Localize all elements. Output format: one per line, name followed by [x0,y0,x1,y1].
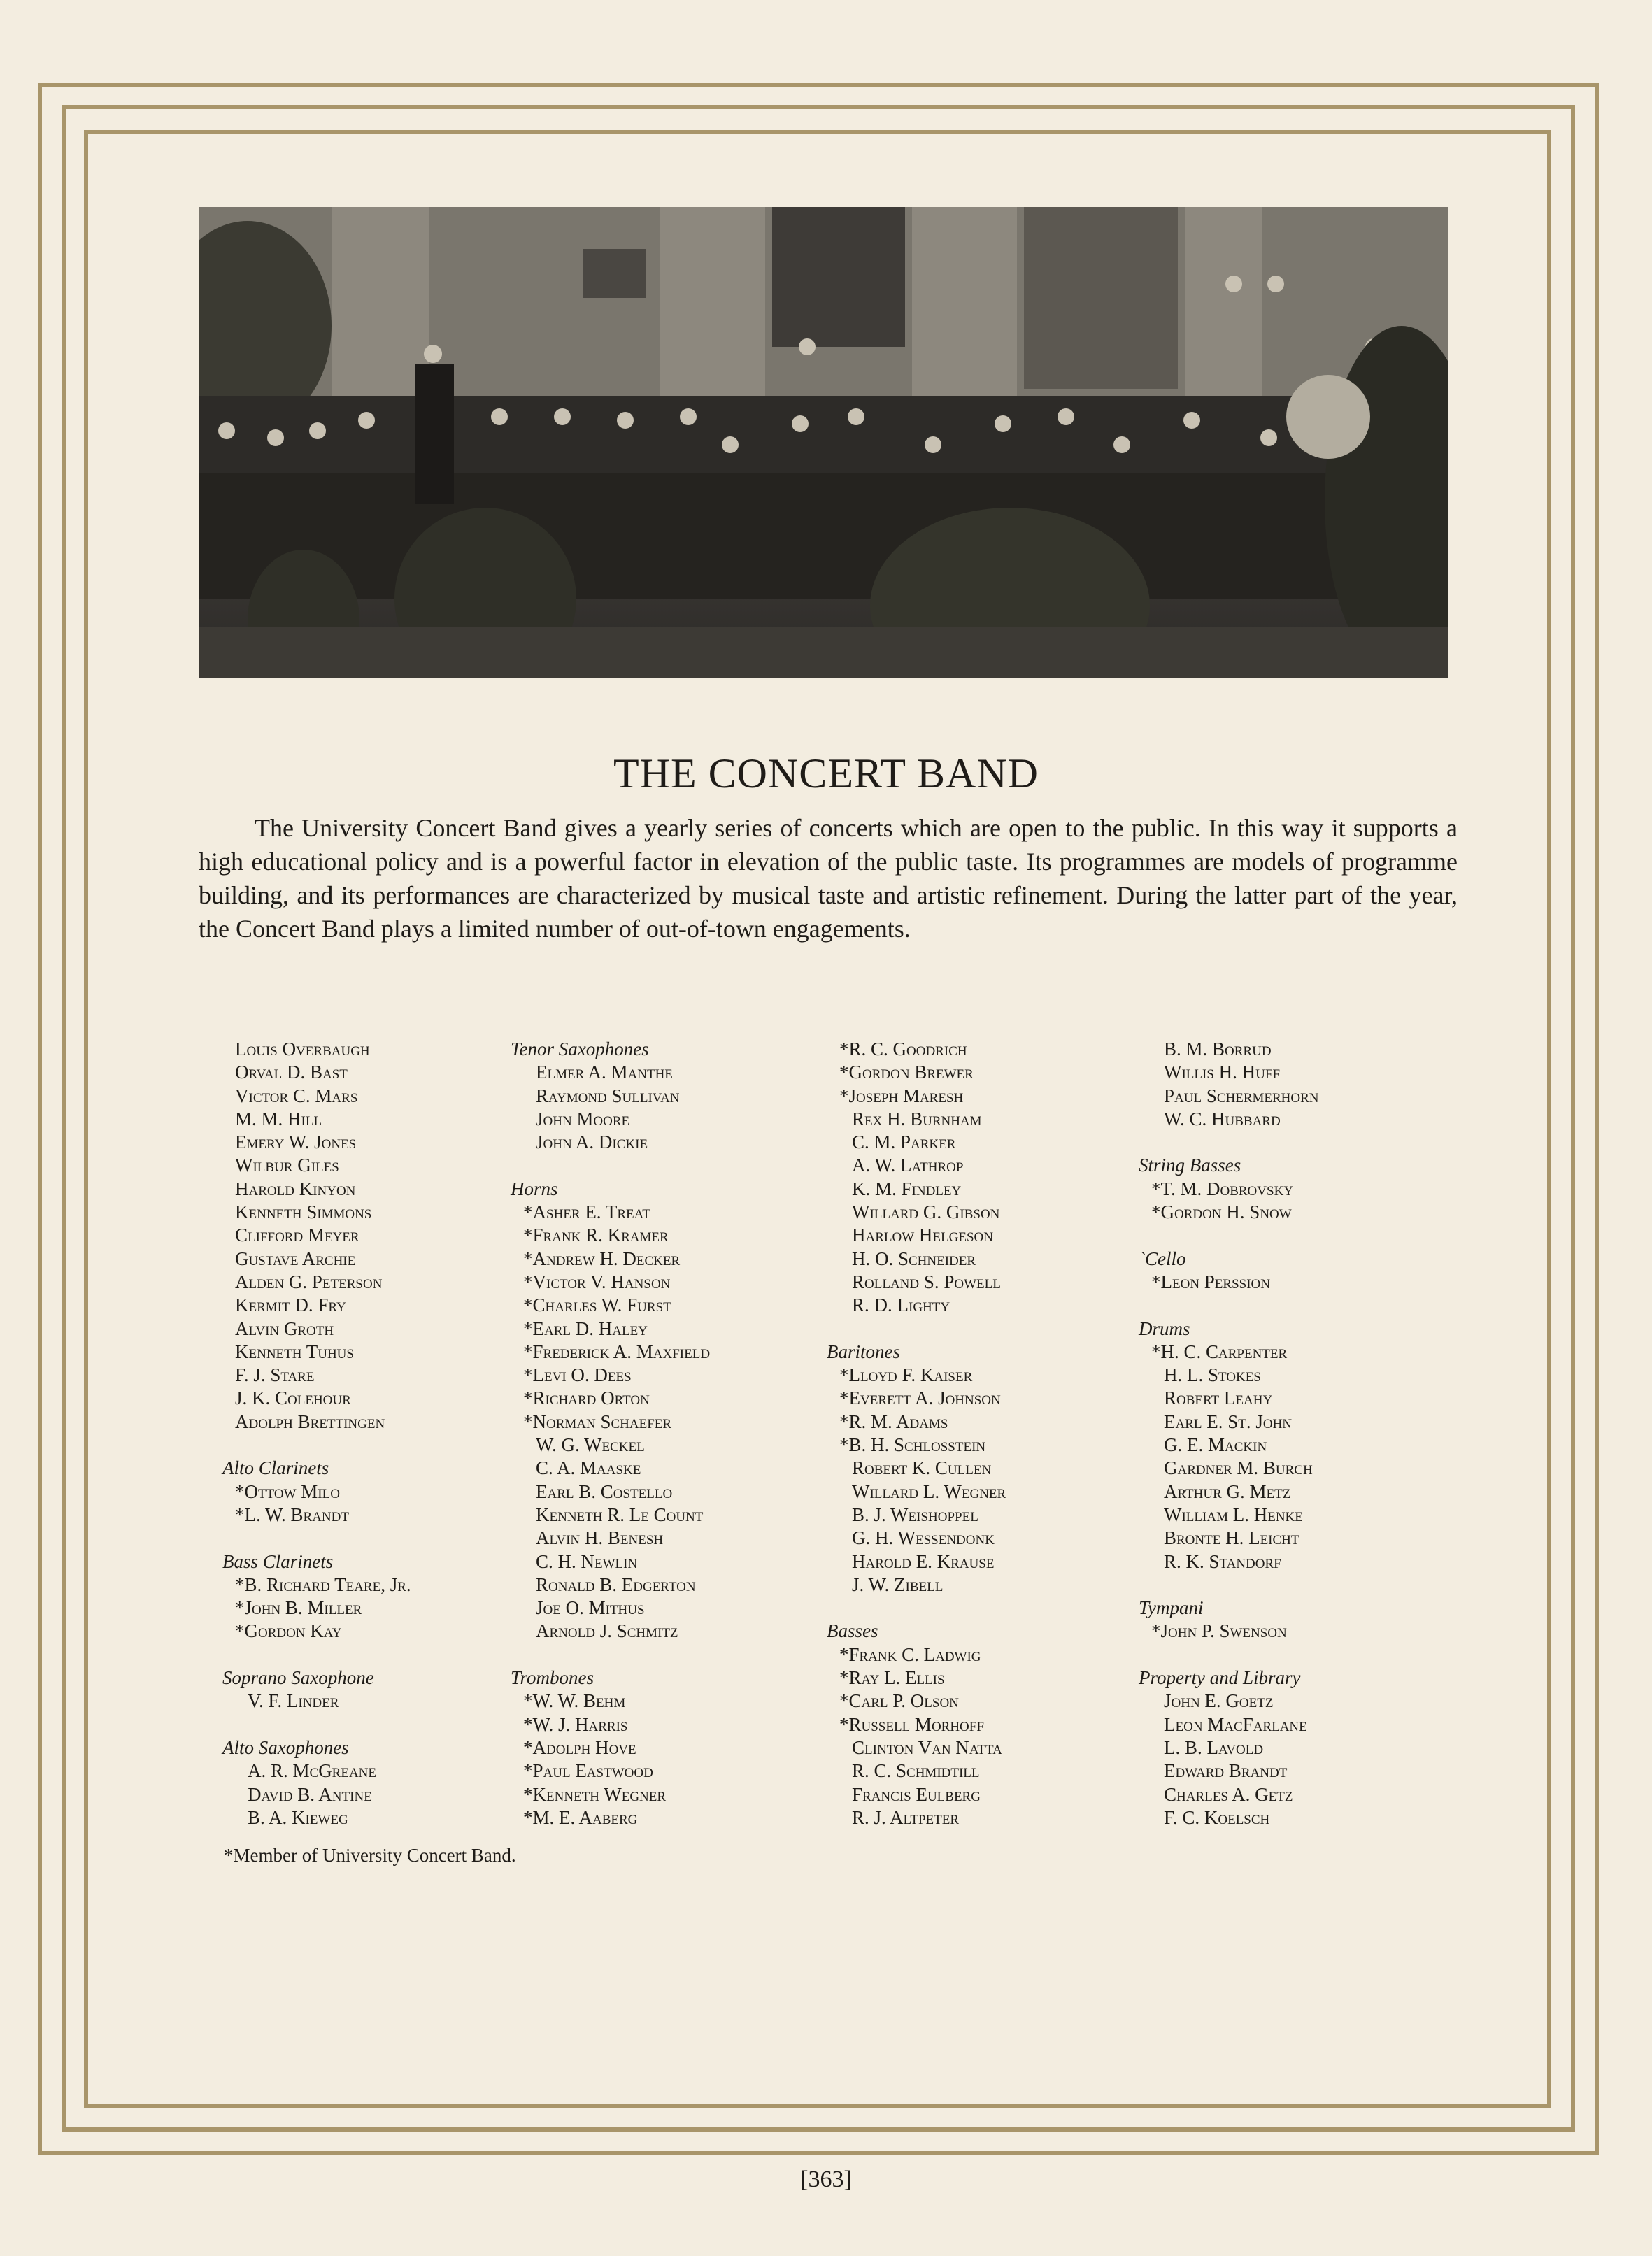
roster-column-1 [222,1038,411,1829]
spacer [511,1154,710,1177]
member-name: David B. Antine [248,1783,372,1805]
intro-paragraph: The University Concert Band gives a yearly series of concerts which are open to the public. In this way it supports a high educational policy and is a powerful factor in elevation of the public taste. Its programmes are models of programme building, and its performances are characterized by musical taste and artistic refinement. During the latter part of the year, the Concert Band plays a limited number of out-of-town engagements. [199,814,1458,943]
member-name: John Moore [536,1108,630,1129]
section-heading: Alto Clarinets [222,1457,329,1479]
section-heading: Tympani [1139,1597,1204,1619]
member-name: *Ottow Milo [235,1480,340,1502]
member-name: *Carl P. Olson [839,1690,959,1712]
member-name: W. C. Hubbard [1164,1108,1281,1129]
member-name: *B. H. Schlosstein [839,1434,986,1456]
member-name: Paul Schermerhorn [1164,1085,1319,1106]
member-name: *Paul Eastwood [523,1760,653,1782]
spacer [1139,1573,1319,1597]
member-name: Ronald B. Edgerton [536,1573,696,1595]
member-name: Edward Brandt [1164,1760,1288,1782]
spacer [222,1527,411,1550]
roster-column-2 [511,1038,710,1829]
member-name: *Charles W. Furst [523,1294,671,1316]
member-name: B. J. Weishoppel [852,1504,978,1525]
spacer [1139,1224,1319,1247]
member-name: *T. M. Dobrovsky [1151,1178,1294,1199]
member-name: Alden G. Peterson [235,1271,383,1292]
member-name: *M. E. Aaberg [523,1806,638,1828]
member-name: Arnold J. Schmitz [536,1620,678,1642]
member-name: Earl B. Costello [536,1480,673,1502]
member-name: *Frank C. Ladwig [839,1643,981,1665]
member-name: A. W. Lathrop [852,1155,964,1176]
member-name: Orval D. Bast [235,1062,348,1083]
section-heading: Drums [1139,1318,1190,1339]
member-name: Kenneth R. Le Count [536,1504,704,1525]
member-name: *Andrew H. Decker [523,1248,681,1269]
page-number: [363] [800,2166,852,2192]
member-name: Alvin H. Benesh [536,1527,664,1549]
spacer [1139,1294,1319,1317]
member-name: B. A. Kieweg [248,1806,348,1828]
section-heading: Property and Library [1139,1667,1301,1689]
member-name: Willis H. Huff [1164,1062,1281,1083]
member-name: *Asher E. Treat [523,1201,650,1223]
member-name: *Everett A. Johnson [839,1387,1001,1409]
member-name: Victor C. Mars [235,1085,358,1106]
spacer [827,1597,1006,1620]
member-name: H. L. Stokes [1164,1364,1261,1386]
section-heading: Basses [827,1620,878,1642]
member-name: John A. Dickie [536,1131,648,1153]
member-name: Harold Kinyon [235,1178,356,1199]
member-name: Bronte H. Leicht [1164,1527,1299,1549]
member-name: Harlow Helgeson [852,1225,993,1246]
spacer [511,1643,710,1666]
member-name: W. G. Weckel [536,1434,645,1456]
section-heading: Horns [511,1178,558,1199]
member-name: Raymond Sullivan [536,1085,680,1106]
member-name: *Gordon H. Snow [1151,1201,1292,1223]
member-name: Gustave Archie [235,1248,356,1269]
member-name: G. H. Wessendonk [852,1527,995,1549]
member-name: K. M. Findley [852,1178,962,1199]
member-name: J. K. Colehour [235,1387,351,1409]
member-name: *Frederick A. Maxfield [523,1341,711,1362]
member-name: *Ray L. Ellis [839,1667,945,1689]
member-name: *Lloyd F. Kaiser [839,1364,973,1386]
member-name: C. A. Maaske [536,1457,641,1479]
member-name: *Kenneth Wegner [523,1783,667,1805]
member-name: *Gordon Brewer [839,1062,974,1083]
spacer [222,1713,411,1736]
member-name: Clinton Van Natta [852,1736,1002,1758]
member-name: *Russell Morhoff [839,1713,984,1735]
spacer [222,1643,411,1666]
member-name: Leon MacFarlane [1164,1713,1307,1735]
spacer [1139,1131,1319,1154]
member-name: *Victor V. Hanson [523,1271,671,1292]
member-name: J. W. Zibell [852,1573,944,1595]
section-heading: `Cello [1139,1248,1186,1269]
member-name: R. J. Altpeter [852,1806,960,1828]
member-name: *Norman Schaefer [523,1411,672,1432]
member-name: *H. C. Carpenter [1151,1341,1288,1362]
member-name: *W. J. Harris [523,1713,628,1735]
member-name: Robert K. Cullen [852,1457,992,1479]
member-name: R. D. Lighty [852,1294,950,1316]
member-name: Charles A. Getz [1164,1783,1293,1805]
roster-column-4 [1139,1038,1319,1829]
member-name: H. O. Schneider [852,1248,976,1269]
member-name: L. B. Lavold [1164,1736,1264,1758]
member-name: *Levi O. Dees [523,1364,632,1386]
spacer [222,1434,411,1457]
member-name: Alvin Groth [235,1318,334,1339]
member-name: F. C. Koelsch [1164,1806,1270,1828]
member-name: Rolland S. Powell [852,1271,1001,1292]
member-name: *John P. Swenson [1151,1620,1287,1642]
member-name: M. M. Hill [235,1108,322,1129]
member-name: Willard L. Wegner [852,1480,1006,1502]
member-name: *W. W. Behm [523,1690,626,1712]
section-heading: Soprano Saxophone [222,1667,374,1689]
member-name: Rex H. Burnham [852,1108,982,1129]
member-name: *B. Richard Teare, Jr. [235,1573,411,1595]
member-name: C. M. Parker [852,1131,956,1153]
member-name: Earl E. St. John [1164,1411,1293,1432]
member-name: John E. Goetz [1164,1690,1274,1712]
member-name: *R. M. Adams [839,1411,948,1432]
spacer [827,1318,1006,1341]
member-name: Emery W. Jones [235,1131,357,1153]
member-name: Gardner M. Burch [1164,1457,1313,1479]
member-name: V. F. Linder [248,1690,339,1712]
member-name: Willard G. Gibson [852,1201,1000,1223]
member-name: Kermit D. Fry [235,1294,346,1316]
member-name: *Frank R. Kramer [523,1225,669,1246]
section-heading: Baritones [827,1341,900,1362]
member-name: *L. W. Brandt [235,1504,349,1525]
member-name: R. K. Standorf [1164,1550,1281,1572]
member-name: B. M. Borrud [1164,1038,1272,1059]
member-name: *Joseph Maresh [839,1085,964,1106]
section-heading: String Basses [1139,1155,1241,1176]
member-name: Robert Leahy [1164,1387,1273,1409]
member-name: Joe O. Mithus [536,1597,645,1619]
member-name: *Leon Perssion [1151,1271,1270,1292]
member-name: R. C. Schmidtill [852,1760,980,1782]
roster-column-3 [827,1038,1006,1829]
footnote: *Member of University Concert Band. [224,1845,516,1866]
member-name: A. R. McGreane [248,1760,377,1782]
member-name: Francis Eulberg [852,1783,981,1805]
member-name: William L. Henke [1164,1504,1303,1525]
member-name: *Adolph Hove [523,1736,636,1758]
member-name: *Gordon Kay [235,1620,342,1642]
member-name: Clifford Meyer [235,1225,359,1246]
member-name: *John B. Miller [235,1597,362,1619]
member-name: *Richard Orton [523,1387,650,1409]
photograph-illustration [199,207,1448,678]
member-name: Adolph Brettingen [235,1411,385,1432]
section-heading: Alto Saxophones [222,1736,349,1758]
section-heading: Bass Clarinets [222,1550,334,1572]
member-name: C. H. Newlin [536,1550,638,1572]
member-name: Harold E. Krause [852,1550,995,1572]
member-name: *R. C. Goodrich [839,1038,967,1059]
member-name: Kenneth Tuhus [235,1341,354,1362]
member-name: *Earl D. Haley [523,1318,648,1339]
member-name: Wilbur Giles [235,1155,339,1176]
section-heading: Tenor Saxophones [511,1038,649,1059]
spacer [1139,1643,1319,1666]
member-name: Arthur G. Metz [1164,1480,1291,1502]
member-name: G. E. Mackin [1164,1434,1267,1456]
concert-band-photograph [199,207,1448,678]
member-name: Elmer A. Manthe [536,1062,673,1083]
section-heading: Trombones [511,1667,594,1689]
member-name: F. J. Stare [235,1364,315,1386]
page-title: THE CONCERT BAND [613,750,1039,797]
member-name: Louis Overbaugh [235,1038,370,1059]
member-name: Kenneth Simmons [235,1201,372,1223]
